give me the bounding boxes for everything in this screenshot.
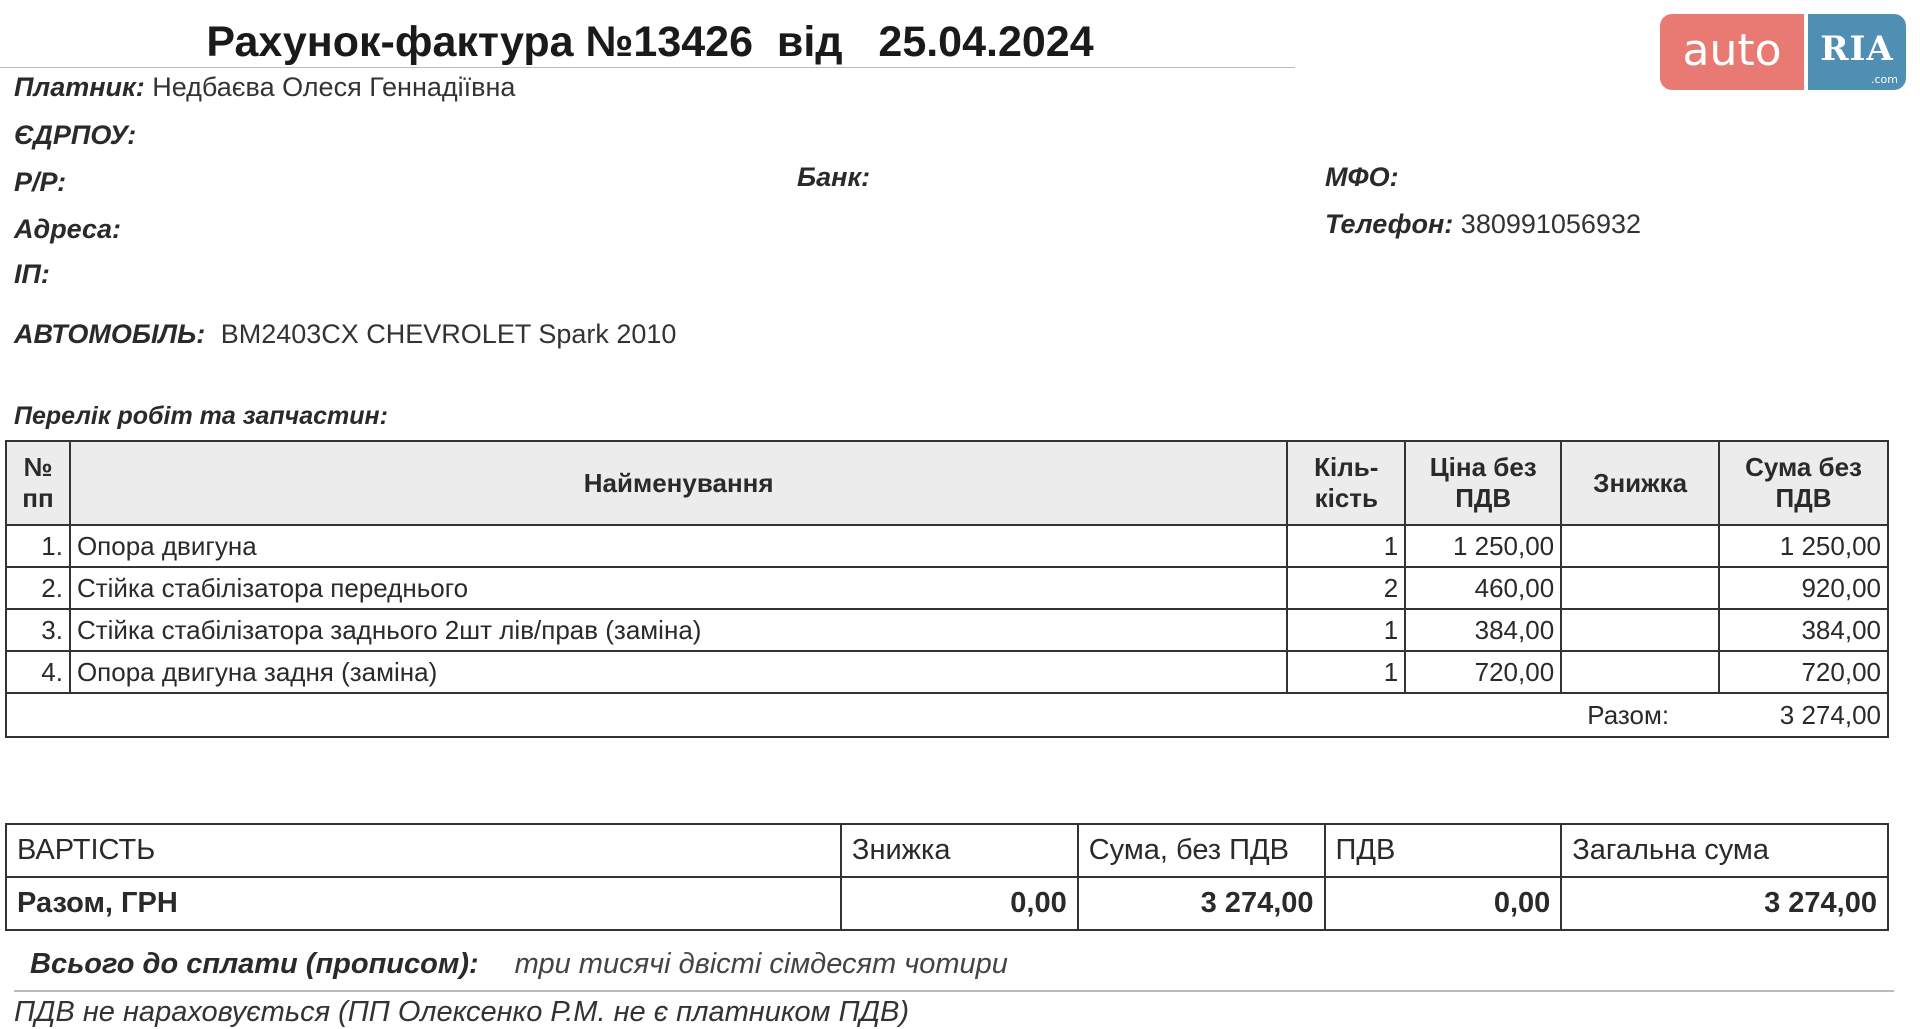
amount-words-label: Всього до сплати (прописом): [30,948,479,980]
summary-header-sum-no-vat: Сума, без ПДВ [1078,824,1325,877]
summary-header-total: Загальна сума [1561,824,1888,877]
edrpou-field [14,120,136,151]
car-value: BM2403CX CHEVROLET Spark 2010 [220,319,677,349]
table-row [6,609,1888,651]
items-total-label: Разом: [6,693,1719,737]
bank-label: Банк: [797,162,871,192]
row-discount [1561,525,1719,567]
summary-vat-value: 0,00 [1325,877,1562,930]
car-field [14,319,676,350]
row-sum: 384,00 [1719,609,1888,651]
amount-in-words [30,948,1008,981]
amount-words-value: три тисячі двісті сімдесят чотири [514,948,1008,980]
logo-auto-part: auto [1660,14,1804,90]
payer-value: Недбаєва Олеся Геннадіївна [152,72,516,102]
col-header-sum: Сума без ПДВ [1719,441,1888,525]
row-quantity: 1 [1287,525,1405,567]
table-row [6,651,1888,693]
bottom-divider [14,990,1894,992]
summary-table [5,823,1889,931]
ip-field [14,259,50,290]
row-discount [1561,567,1719,609]
row-quantity: 2 [1287,567,1405,609]
summary-total-value: 3 274,00 [1561,877,1888,930]
items-header-row [6,441,1888,525]
row-name: Опора двигуна задня (заміна) [70,651,1287,693]
items-section-label: Перелік робіт та запчастин: [14,402,388,430]
col-header-price: Ціна без ПДВ [1405,441,1561,525]
summary-header-cost: ВАРТІСТЬ [6,824,841,877]
summary-sum-no-vat-value: 3 274,00 [1078,877,1325,930]
table-row [6,525,1888,567]
col-header-number: № пп [6,441,70,525]
row-discount [1561,609,1719,651]
summary-total-row [6,877,1888,930]
rr-field [14,167,66,198]
phone-value: 380991056932 [1460,209,1641,239]
row-sum: 920,00 [1719,567,1888,609]
row-price: 1 250,00 [1405,525,1561,567]
bank-field [797,162,870,193]
items-total-value: 3 274,00 [1719,693,1888,737]
col-header-quantity: Кіль-кість [1287,441,1405,525]
row-quantity: 1 [1287,651,1405,693]
title-divider [0,67,1295,68]
items-total-row [6,693,1888,737]
col-header-name: Найменування [70,441,1287,525]
mfo-label: МФО: [1325,162,1399,192]
row-price: 460,00 [1405,567,1561,609]
row-sum: 720,00 [1719,651,1888,693]
items-table [5,440,1889,738]
summary-header-discount: Знижка [841,824,1078,877]
row-sum: 1 250,00 [1719,525,1888,567]
phone-label: Телефон: [1325,209,1454,239]
car-label: АВТОМОБІЛЬ: [14,319,206,349]
row-name: Стійка стабілізатора переднього [70,567,1287,609]
summary-header-vat: ПДВ [1325,824,1562,877]
logo-ria-part [1808,14,1906,90]
logo-com-suffix: .com [1871,73,1898,86]
edrpou-label: ЄДРПОУ: [14,120,137,150]
rr-label: Р/Р: [14,167,67,197]
row-price: 720,00 [1405,651,1561,693]
table-row [6,567,1888,609]
row-number: 4. [6,651,70,693]
phone-field [1325,209,1641,240]
row-number: 3. [6,609,70,651]
autoria-logo[interactable] [1660,14,1906,90]
address-label: Адреса: [14,214,122,244]
summary-total-label: Разом, ГРН [6,877,841,930]
mfo-field [1325,162,1399,193]
row-discount [1561,651,1719,693]
row-price: 384,00 [1405,609,1561,651]
payer-label: Платник: [14,72,145,102]
row-name: Стійка стабілізатора заднього 2шт лів/прав (заміна) [70,609,1287,651]
summary-header-row [6,824,1888,877]
payer-field [14,72,515,103]
row-name: Опора двигуна [70,525,1287,567]
summary-discount-value: 0,00 [841,877,1078,930]
logo-ria-text: RIA [1820,29,1894,69]
row-quantity: 1 [1287,609,1405,651]
ip-label: ІП: [14,259,50,289]
invoice-title: Рахунок-фактура №13426 від 25.04.2024 [206,18,1094,66]
row-number: 2. [6,567,70,609]
row-number: 1. [6,525,70,567]
vat-note: ПДВ не нараховується (ПП Олексенко Р.М. не є платником ПДВ) [14,996,910,1028]
address-field [14,214,121,245]
col-header-discount: Знижка [1561,441,1719,525]
